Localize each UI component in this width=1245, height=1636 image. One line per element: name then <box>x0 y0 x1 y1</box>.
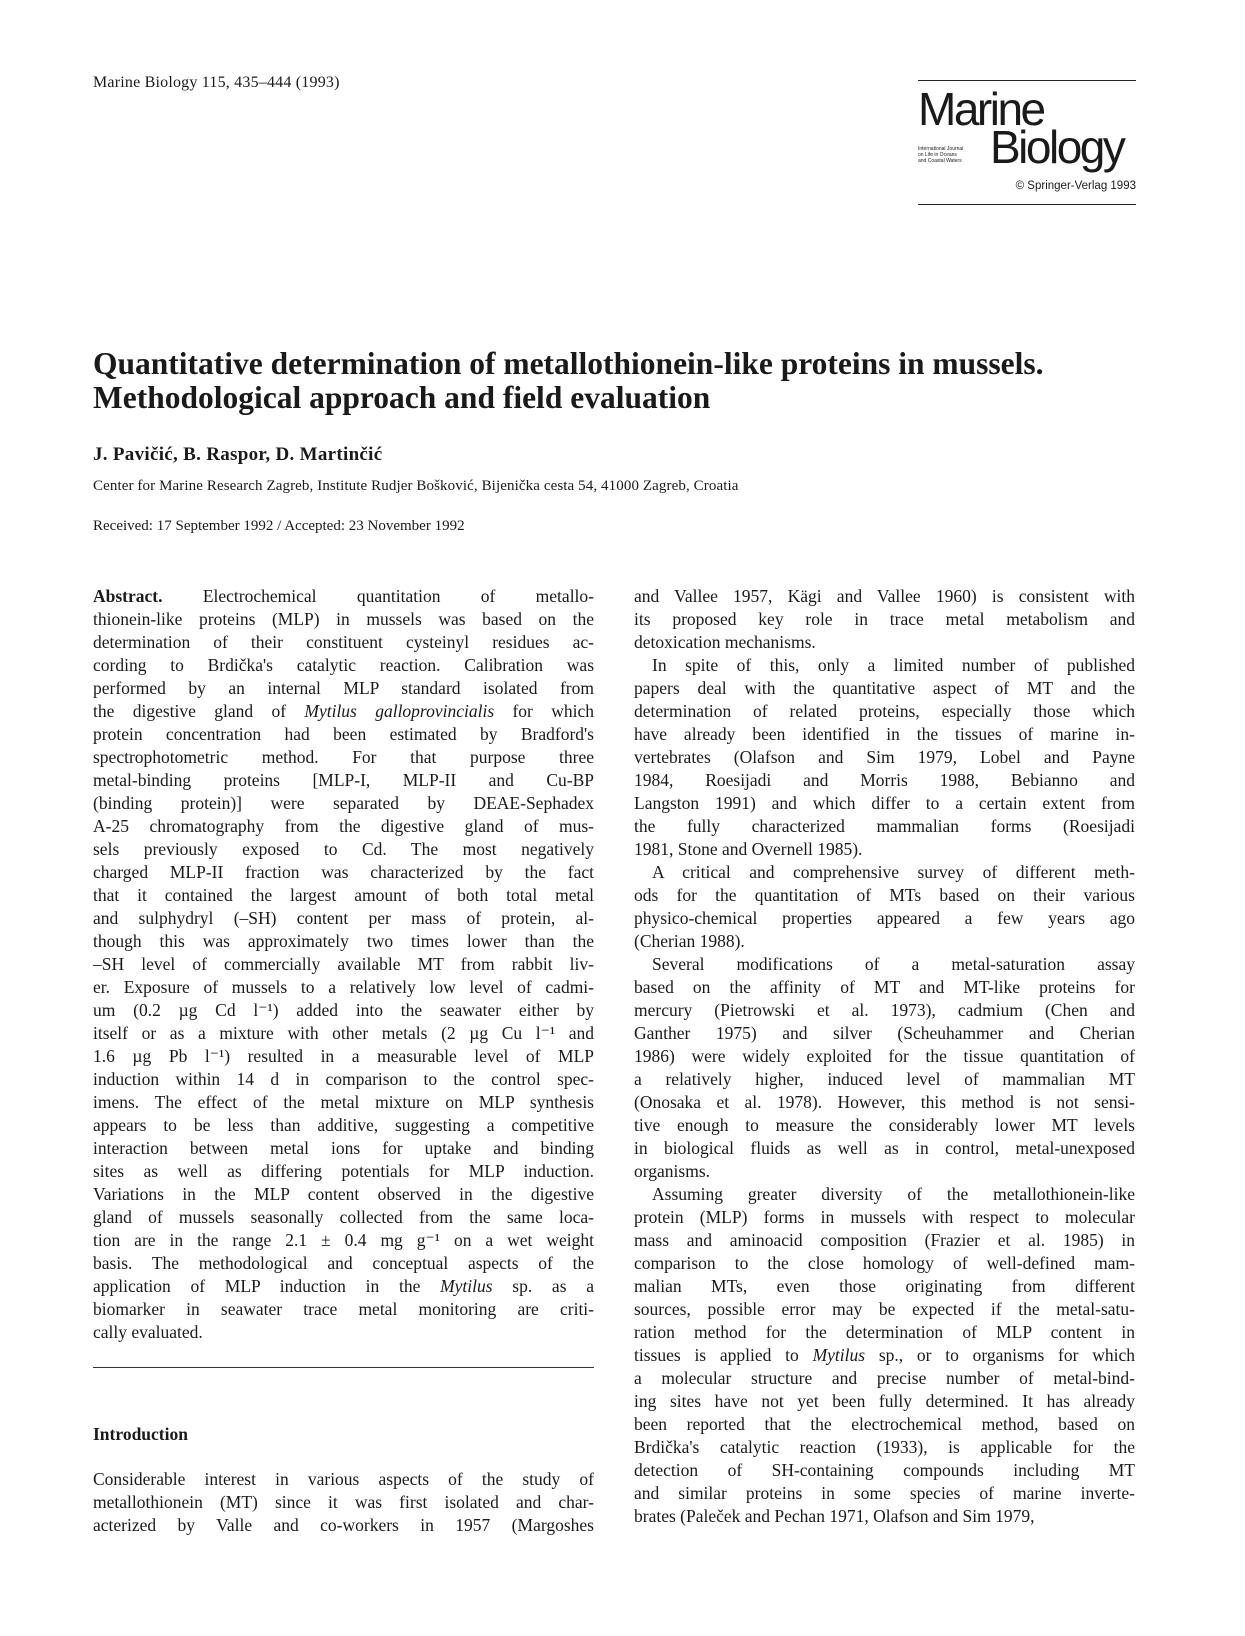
text-line: ing sites have not yet been fully determined. It has already <box>634 1391 1135 1411</box>
text-line: cally evaluated. <box>93 1322 203 1342</box>
text-line: performed by an internal MLP standard isolated from <box>93 678 594 698</box>
text-line: the digestive gland of Mytilus galloprovincialis for which <box>93 701 594 721</box>
title-line-1: Quantitative determination of metallothionein-like proteins in mussels. <box>93 346 1044 381</box>
text-line: basis. The methodological and conceptual aspects of the <box>93 1253 594 1273</box>
text-line: detoxication mechanisms. <box>634 632 816 652</box>
text-line: vertebrates (Olafson and Sim 1979, Lobel and Payne <box>634 747 1135 767</box>
text-line: Abstract. Electrochemical quantitation of metallo- <box>93 586 594 606</box>
text-line: a relatively higher, induced level of mammalian MT <box>634 1069 1135 1089</box>
text-line: tive enough to measure the considerably lower MT levels <box>634 1115 1135 1135</box>
text-line: ods for the quantitation of MTs based on their various <box>634 885 1135 905</box>
abstract-heading: Abstract. <box>93 586 163 606</box>
text-line: application of MLP induction in the Mytilus sp. as a <box>93 1276 594 1296</box>
title-line-2: Methodological approach and field evaluation <box>93 380 711 415</box>
text-line: (binding protein)] were separated by DEAE-Sephadex <box>93 793 594 813</box>
text-line: have already been identified in the tissues of marine in- <box>634 724 1135 744</box>
text-line: Assuming greater diversity of the metallothionein-like <box>652 1184 1135 1204</box>
text-line: sels previously exposed to Cd. The most negatively <box>93 839 594 859</box>
logo-tagline-line: on Life in Oceans <box>918 152 957 158</box>
text-line: malian MTs, even those originating from different <box>634 1276 1135 1296</box>
text-line: itself or as a mixture with other metals (2 µg Cu l⁻¹ and <box>93 1023 594 1043</box>
text-line: tissues is applied to Mytilus sp., or to organisms for which <box>634 1345 1135 1365</box>
text-line: though this was approximately two times lower than the <box>93 931 594 951</box>
introduction-text <box>93 1468 594 1537</box>
text-line: sites as well as differing potentials for MLP induction. <box>93 1161 594 1181</box>
text-line: charged MLP-II fraction was characterized by the fact <box>93 862 594 882</box>
text-line: –SH level of commercially available MT from rabbit liv- <box>93 954 594 974</box>
text-line: imens. The effect of the metal mixture on MLP synthesis <box>93 1092 594 1112</box>
text-line: spectrophotometric method. For that purpose three <box>93 747 594 767</box>
text-line: Variations in the MLP content observed in the digestive <box>93 1184 594 1204</box>
text-line: physico-chemical properties appeared a few years ago <box>634 908 1135 928</box>
text-line: Brdička's catalytic reaction (1933), is applicable for the <box>634 1437 1135 1457</box>
logo-bottom-rule <box>918 204 1136 205</box>
text-line: Considerable interest in various aspects of the study of <box>93 1469 594 1489</box>
text-line: Langston 1991) and which differ to a certain extent from <box>634 793 1135 813</box>
text-line: protein (MLP) forms in mussels with respect to molecular <box>634 1207 1135 1227</box>
text-line: tion are in the range 2.1 ± 0.4 mg g⁻¹ on a wet weight <box>93 1230 594 1250</box>
text-line: mass and aminoacid composition (Frazier et al. 1985) in <box>634 1230 1135 1250</box>
section-divider <box>93 1367 594 1368</box>
text-line: (Cherian 1988). <box>634 931 745 951</box>
text-line: cording to Brdička's catalytic reaction. Calibration was <box>93 655 594 675</box>
text-line: and sulphydryl (–SH) content per mass of protein, al- <box>93 908 594 928</box>
text-line: determination of their constituent cysteinyl residues ac- <box>93 632 594 652</box>
text-line: organisms. <box>634 1161 710 1181</box>
text-line: a molecular structure and precise number of metal-bind- <box>634 1368 1135 1388</box>
text-line: the fully characterized mammalian forms (Roesijadi <box>634 816 1135 836</box>
logo-tagline <box>918 146 986 164</box>
text-line: acterized by Valle and co-workers in 1957 (Margoshes <box>93 1515 594 1535</box>
article-title <box>93 347 1153 415</box>
affiliation: Center for Marine Research Zagreb, Institute Rudjer Bošković, Bijenička cesta 54, 41000 Zagreb, Croatia <box>93 478 739 494</box>
text-line: mercury (Pietrowski et al. 1973), cadmium (Chen and <box>634 1000 1135 1020</box>
text-line: based on the affinity of MT and MT-like proteins for <box>634 977 1135 997</box>
text-line: metallothionein (MT) since it was first isolated and char- <box>93 1492 594 1512</box>
text-line: protein concentration had been estimated by Bradford's <box>93 724 594 744</box>
copyright-notice: © Springer-Verlag 1993 <box>1015 180 1136 192</box>
text-line: and similar proteins in some species of marine inverte- <box>634 1483 1135 1503</box>
introduction-heading: Introduction <box>93 1424 188 1444</box>
text-line: (Onosaka et al. 1978). However, this method is not sensi- <box>634 1092 1135 1112</box>
text-line: er. Exposure of mussels to a relatively low level of cadmi- <box>93 977 594 997</box>
text-line: A-25 chromatography from the digestive gland of mus- <box>93 816 594 836</box>
text-line: 1981, Stone and Overnell 1985). <box>634 839 863 859</box>
text-line: 1986) were widely exploited for the tissue quantitation of <box>634 1046 1135 1066</box>
journal-logo <box>918 80 1136 206</box>
text-line: Ganther 1975) and silver (Scheuhammer and Cherian <box>634 1023 1135 1043</box>
text-line: determination of related proteins, especially those which <box>634 701 1135 721</box>
text-line: induction within 14 d in comparison to the control spec- <box>93 1069 594 1089</box>
text-line: gland of mussels seasonally collected from the same loca- <box>93 1207 594 1227</box>
text-line: in biological fluids as well as in control, metal-unexposed <box>634 1138 1135 1158</box>
text-line: In spite of this, only a limited number of published <box>652 655 1135 675</box>
text-line: 1984, Roesijadi and Morris 1988, Bebianno and <box>634 770 1135 790</box>
text-line: interaction between metal ions for uptake and binding <box>93 1138 594 1158</box>
abstract <box>93 585 594 1344</box>
text-line: brates (Paleček and Pechan 1971, Olafson and Sim 1979, <box>634 1506 1035 1526</box>
logo-tagline-line: and Coastal Waters <box>918 158 962 164</box>
logo-tagline-line: International Journal <box>918 146 964 152</box>
right-column-text <box>634 585 1135 1528</box>
text-line: thionein-like proteins (MLP) in mussels was based on the <box>93 609 594 629</box>
logo-word-biology: Biology <box>990 121 1124 173</box>
text-line: papers deal with the quantitative aspect of MT and the <box>634 678 1135 698</box>
logo-word-marine: Marine <box>918 83 1044 135</box>
text-line: and Vallee 1957, Kägi and Vallee 1960) is consistent with <box>634 586 1135 606</box>
received-accepted-dates: Received: 17 September 1992 / Accepted: 23 November 1992 <box>93 518 465 534</box>
text-line: appears to be less than additive, suggesting a competitive <box>93 1115 594 1135</box>
text-line: been reported that the electrochemical method, based on <box>634 1414 1135 1434</box>
authors: J. Pavičić, B. Raspor, D. Martinčić <box>93 444 383 465</box>
text-line: metal-binding proteins [MLP-I, MLP-II and Cu-BP <box>93 770 594 790</box>
text-line: 1.6 µg Pb l⁻¹) resulted in a measurable level of MLP <box>93 1046 594 1066</box>
text-line: um (0.2 µg Cd l⁻¹) added into the seawater either by <box>93 1000 594 1020</box>
text-line: ration method for the determination of MLP content in <box>634 1322 1135 1342</box>
text-line: sources, possible error may be expected if the metal-satu- <box>634 1299 1135 1319</box>
text-line: A critical and comprehensive survey of different meth- <box>652 862 1135 882</box>
text-line: detection of SH-containing compounds including MT <box>634 1460 1135 1480</box>
text-line: Several modifications of a metal-saturation assay <box>652 954 1135 974</box>
text-line: comparison to the close homology of well-defined mam- <box>634 1253 1135 1273</box>
text-line: its proposed key role in trace metal metabolism and <box>634 609 1135 629</box>
text-line: that it contained the largest amount of both total metal <box>93 885 594 905</box>
journal-citation: Marine Biology 115, 435–444 (1993) <box>93 74 340 91</box>
text-line: biomarker in seawater trace metal monitoring are criti- <box>93 1299 594 1319</box>
logo-top-rule <box>918 80 1136 81</box>
